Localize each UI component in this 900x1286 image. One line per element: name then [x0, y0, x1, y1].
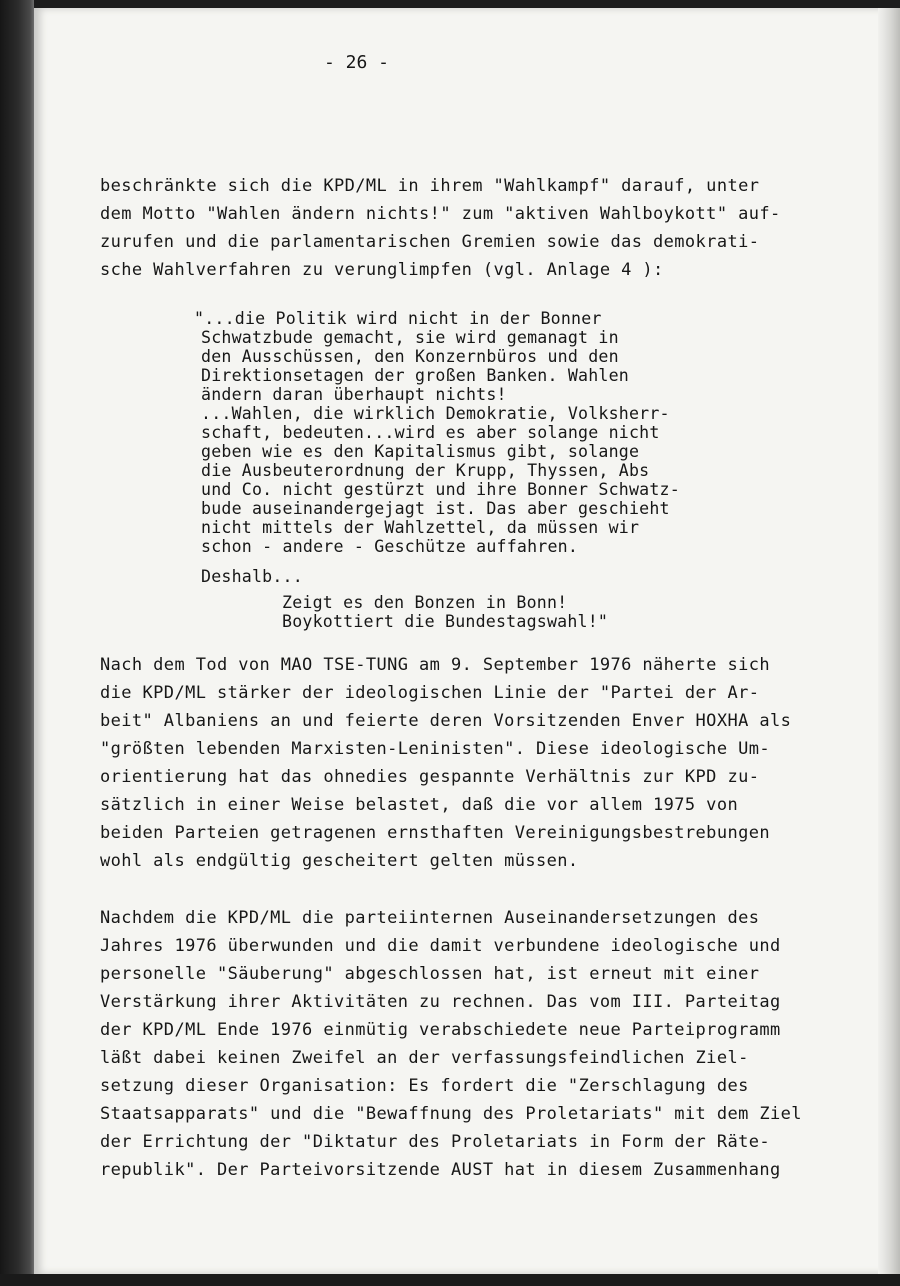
paragraph-3-line: Verstärkung ihrer Aktivitäten zu rechnen. Das vom III. Parteitag [100, 992, 781, 1012]
scan-top-border [0, 0, 900, 8]
quote-line: bude auseinandergejagt ist. Das aber geschieht [201, 499, 670, 518]
paragraph-2-line: wohl als endgültig gescheitert gelten müssen. [100, 851, 579, 871]
page-right-edge [878, 8, 900, 1274]
quote-line: die Ausbeuterordnung der Krupp, Thyssen, Abs [201, 461, 650, 480]
paragraph-3-line: Staatsapparats" und die "Bewaffnung des Proletariats" mit dem Ziel [100, 1104, 802, 1124]
quote-line: "...die Politik wird nicht in der Bonner [194, 309, 602, 328]
paragraph-1-line: dem Motto "Wahlen ändern nichts!" zum "aktiven Wahlboykott" auf- [100, 204, 781, 224]
paragraph-3-line: Nachdem die KPD/ML die parteiinternen Auseinandersetzungen des [100, 908, 760, 928]
paragraph-2-line: "größten lebenden Marxisten-Leninisten". Diese ideologische Um- [100, 739, 770, 759]
paragraph-3-line: personelle "Säuberung" abgeschlossen hat, ist erneut mit einer [100, 964, 760, 984]
paragraph-2-line: die KPD/ML stärker der ideologischen Linie der "Partei der Ar- [100, 683, 760, 703]
paragraph-3-line: der KPD/ML Ende 1976 einmütig verabschiedete neue Parteiprogramm [100, 1020, 781, 1040]
quote-line: ändern daran überhaupt nichts! [201, 385, 507, 404]
quote-slogan-line: Boykottiert die Bundestagswahl!" [282, 612, 609, 631]
paragraph-2-line: sätzlich in einer Weise belastet, daß die vor allem 1975 von [100, 795, 739, 815]
paragraph-3-line: Jahres 1976 überwunden und die damit verbundene ideologische und [100, 936, 781, 956]
quote-line: Direktionsetagen der großen Banken. Wahlen [201, 366, 629, 385]
quote-line: ...Wahlen, die wirklich Demokratie, Volksherr- [201, 404, 670, 423]
paragraph-1-line: zurufen und die parlamentarischen Gremien sowie das demokrati- [100, 232, 760, 252]
paragraph-1-line: beschränkte sich die KPD/ML in ihrem "Wahlkampf" darauf, unter [100, 176, 760, 196]
quote-line: schaft, bedeuten...wird es aber solange nicht [201, 423, 660, 442]
page-number: - 26 - [324, 52, 390, 73]
paragraph-2-line: beiden Parteien getragenen ernsthaften Vereinigungsbestrebungen [100, 823, 770, 843]
quote-line: schon - andere - Geschütze auffahren. [201, 537, 579, 556]
quote-slogan-line: Zeigt es den Bonzen in Bonn! [282, 593, 568, 612]
paragraph-2-line: orientierung hat das ohnedies gespannte Verhältnis zur KPD zu- [100, 767, 760, 787]
quote-line: geben wie es den Kapitalismus gibt, solange [201, 442, 640, 461]
paragraph-3-line: läßt dabei keinen Zweifel an der verfassungsfeindlichen Ziel- [100, 1048, 749, 1068]
scan-left-border [0, 0, 34, 1286]
paragraph-2-line: beit" Albaniens an und feierte deren Vorsitzenden Enver HOXHA als [100, 711, 792, 731]
quote-line: und Co. nicht gestürzt und ihre Bonner Schwatz- [201, 480, 680, 499]
scan-bottom-border [0, 1274, 900, 1286]
paragraph-1-line: sche Wahlverfahren zu verunglimpfen (vgl. Anlage 4 ): [100, 260, 664, 280]
paragraph-3-line: der Errichtung der "Diktatur des Proletariats in Form der Räte- [100, 1132, 770, 1152]
quote-line: nicht mittels der Wahlzettel, da müssen wir [201, 518, 640, 537]
quote-deshalb: Deshalb... [201, 567, 303, 586]
paragraph-3-line: republik". Der Parteivorsitzende AUST hat in diesem Zusammenhang [100, 1160, 781, 1180]
paragraph-3-line: setzung dieser Organisation: Es fordert die "Zerschlagung des [100, 1076, 749, 1096]
paragraph-2-line: Nach dem Tod von MAO TSE-TUNG am 9. September 1976 näherte sich [100, 655, 770, 675]
quote-line: den Ausschüssen, den Konzernbüros und den [201, 347, 619, 366]
quote-line: Schwatzbude gemacht, sie wird gemanagt in [201, 328, 619, 347]
